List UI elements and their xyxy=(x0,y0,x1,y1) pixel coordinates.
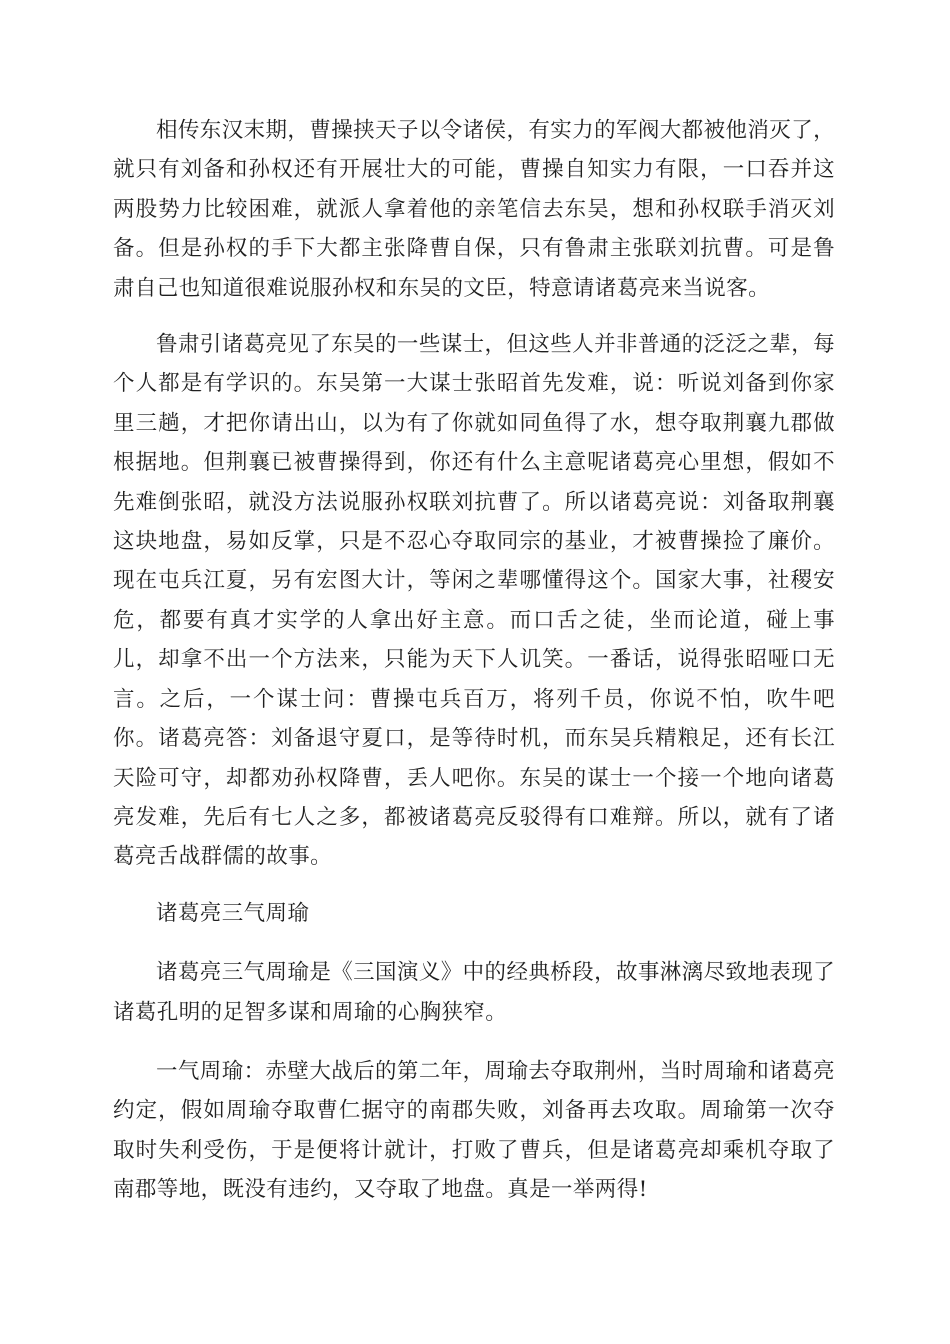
document-body xyxy=(113,111,835,1210)
paragraph-three-angers-intro: 诸葛亮三气周瑜是《三国演义》中的经典桥段，故事淋漓尽致地表现了诸葛孔明的足智多谋和周瑜的心胸狭窄。 xyxy=(113,960,835,1025)
paragraph-cao-cao-alliance: 相传东汉末期，曹操挟天子以令诸侯，有实力的军阀大都被他消灭了，就只有刘备和孙权还有开展壮大的可能，曹操自知实力有限，一口吞并这两股势力比较困难，就派人拿着他的亲笔信去东吴，想和孙权联手消灭刘备。但是孙权的手下大都主张降曹自保，只有鲁肃主张联刘抗曹。可是鲁肃自己也知道很难说服孙权和东吴的文臣，特意请诸葛亮来当说客。 xyxy=(113,118,835,301)
paragraph-debate-scholars: 鲁肃引诸葛亮见了东吴的一些谋士，但这些人并非普通的泛泛之辈，每个人都是有学识的。东吴第一大谋士张昭首先发难，说：听说刘备到你家里三趟，才把你请出山，以为有了你就如同鱼得了水，想夺取荆襄九郡做根据地。但荆襄已被曹操得到，你还有什么主意呢诸葛亮心里想，假如不先难倒张昭，就没方法说服孙权联刘抗曹了。所以诸葛亮说：刘备取荆襄这块地盘，易如反掌，只是不忍心夺取同宗的基业，才被曹操捡了廉价。现在屯兵江夏，另有宏图大计，等闲之辈哪懂得这个。国家大事，社稷安危，都要有真才实学的人拿出好主意。而口舌之徒，坐而论道，碰上事儿，却拿不出一个方法来，只能为天下人讥笑。一番话，说得张昭哑口无言。之后，一个谋士问：曹操屯兵百万，将列千员，你说不怕，吹牛吧你。诸葛亮答：刘备退守夏口，是等待时机，而东吴兵精粮足，还有长江天险可守，却都劝孙权降曹，丢人吧你。东吴的谋士一个接一个地向诸葛亮发难，先后有七人之多，都被诸葛亮反驳得有口难辩。所以，就有了诸葛亮舌战群儒的故事。 xyxy=(113,332,835,870)
paragraph-first-anger: 一气周瑜：赤壁大战后的第二年，周瑜去夺取荆州，当时周瑜和诸葛亮约定，假如周瑜夺取曹仁据守的南郡失败，刘备再去攻取。周瑜第一次夺取时失利受伤，于是便将计就计，打败了曹兵，但是诸葛亮却乘机夺取了南郡等地，既没有违约，又夺取了地盘。真是一举两得! xyxy=(113,1058,835,1203)
section-heading: 诸葛亮三气周瑜 xyxy=(156,900,310,926)
